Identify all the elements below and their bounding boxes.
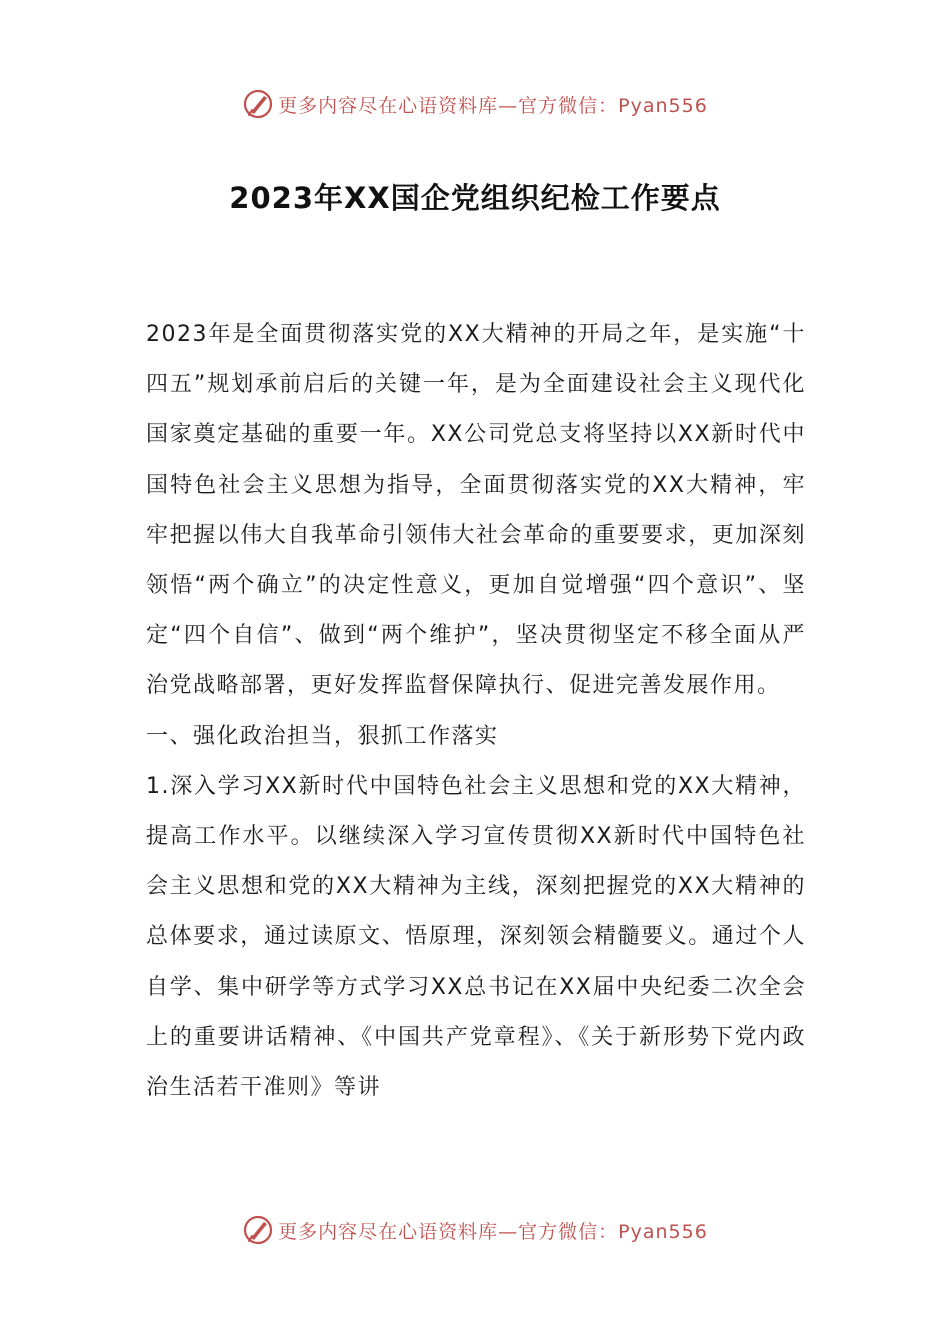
quill-logo-icon — [242, 1214, 274, 1246]
wechat-id: Pyan556 — [618, 1220, 708, 1243]
body-paragraph: 1.深入学习XX新时代中国特色社会主义思想和党的XX大精神，提高工作水平。以继续深入学习宣传贯彻XX新时代中国特色社会主义思想和党的XX大精神为主线，深刻把握党的XX大精神的总体要求，通过读原文、悟原理，深刻领会精髓要义。通过个人自学、集中研学等方式学习XX总书记在XX届中央纪委二次全会上的重要讲话精神、《中国共产党章程》、《关于新形势下党内政治生活若干准则》等讲 — [146, 773, 806, 1101]
header-watermark — [0, 84, 950, 124]
document-title: 2023年XX国企党组织纪检工作要点 — [229, 181, 721, 215]
wechat-id: Pyan556 — [618, 94, 708, 117]
watermark-label: 更多内容尽在心语资料库—官方微信： — [278, 1220, 619, 1243]
watermark-text — [278, 1217, 708, 1244]
watermark-label: 更多内容尽在心语资料库—官方微信： — [278, 94, 619, 117]
footer-watermark — [0, 1210, 950, 1250]
document-body — [146, 310, 806, 1113]
intro-paragraph: 2023年是全面贯彻落实党的XX大精神的开局之年，是实施“十四五”规划承前启后的关键一年，是为全面建设社会主义现代化国家奠定基础的重要一年。XX公司党总支将坚持以XX新时代中国特色社会主义思想为指导，全面贯彻落实党的XX大精神，牢牢把握以伟大自我革命引领伟大社会革命的重要要求，更加深刻领悟“两个确立”的决定性意义，更加自觉增强“四个意识”、坚定“四个自信”、做到“两个维护”，坚决贯彻坚定不移全面从严治党战略部署，更好发挥监督保障执行、促进完善发展作用。 — [146, 322, 806, 699]
section-heading: 一、强化政治担当，狠抓工作落实 — [146, 723, 499, 749]
quill-logo-icon — [242, 88, 274, 120]
watermark-text — [278, 91, 708, 118]
